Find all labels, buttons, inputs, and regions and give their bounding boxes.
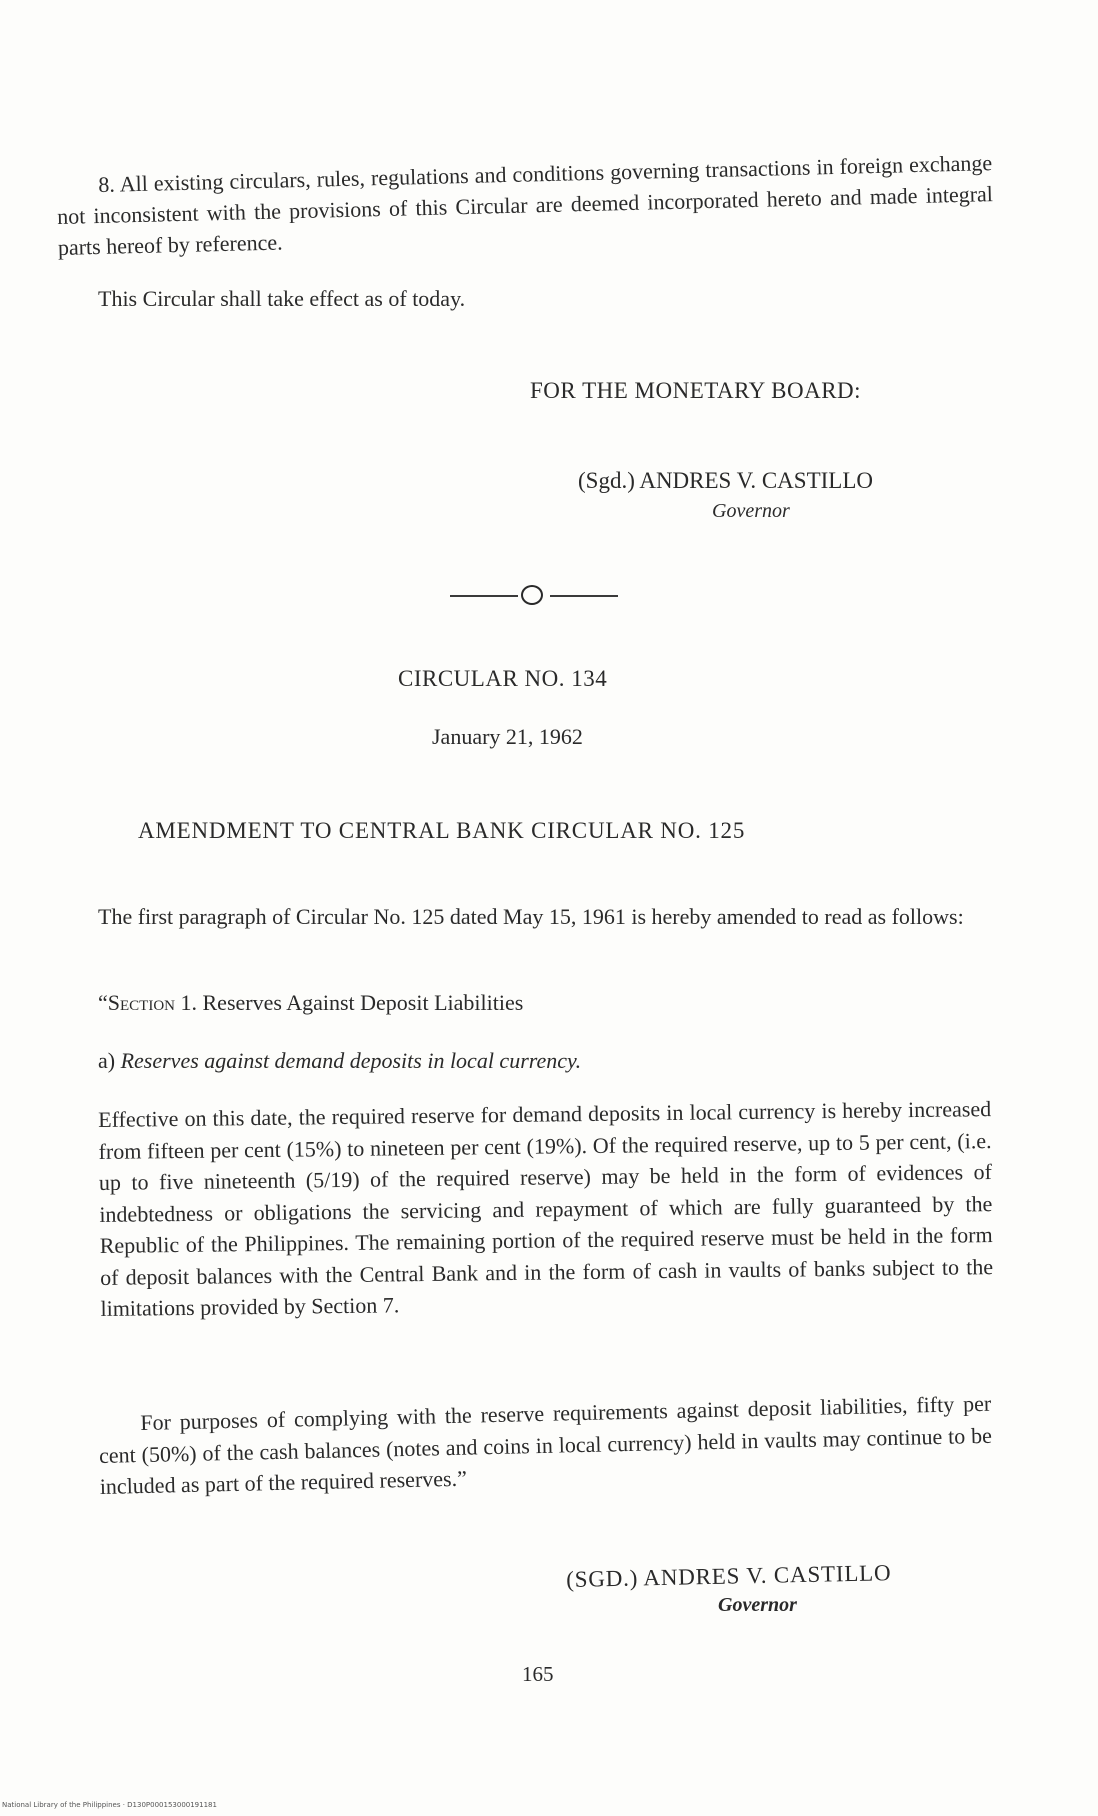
section-heading-label: Section (107, 990, 175, 1015)
purposes-paragraph: For purposes of complying with the reserve requirements against deposit liabilities, fifty per cent (50%) of the cash balances (notes and coins in local currency) held in vaults may continue to be included as part of the required reserves.” (98, 1390, 993, 1499)
subsection-a-title: Reserves against demand deposits in local currency. (120, 1048, 582, 1073)
signature-2-name: (SGD.) ANDRES V. CASTILLO (566, 1560, 892, 1592)
section-8-paragraph: 8. All existing circulars, rules, regulations and conditions governing transactions in foreign exchange not inconsistent with the provisions of this Circular are deemed incorporated hereto and made integral parts hereof by reference. (56, 150, 994, 260)
signature-1-title: Governor (712, 500, 790, 522)
section-heading-quote: “ (98, 990, 108, 1015)
page-number: 165 (522, 1662, 554, 1686)
circular-date: January 21, 1962 (432, 724, 583, 749)
subsection-a-heading (98, 1048, 581, 1074)
divider-circle-ornament (521, 585, 543, 605)
reserve-requirement-paragraph: Effective on this date, the required reserve for demand deposits in local currency is hereby increased from fifteen per cent (15%) to nineteen per cent (19%). Of the required reserve, up to 5 per cent, (i.e. up to five nineteenth (5/19) of the required reserve) may be held in the form of evidences of indebtedness or obligations the servicing and repayment of which are fully guaranteed by the Republic of the Philippines. The remaining portion of the required reserve must be held in the form of deposit balances with the Central Bank and in the form of cash in vaults of banks subject to the limitations provided by Section 7. (98, 1096, 994, 1321)
scan-footer-note: National Library of the Philippines · D130P000153000191181 (2, 1801, 217, 1809)
signature-1-name: (Sgd.) ANDRES V. CASTILLO (578, 468, 873, 493)
divider-rule-right (550, 595, 618, 597)
effect-statement: This Circular shall take effect as of today. (98, 286, 466, 311)
section-heading (98, 990, 523, 1016)
intro-paragraph: The first paragraph of Circular No. 125 dated May 15, 1961 is hereby amended to read as follows: (98, 904, 964, 929)
signature-2-title: Governor (718, 1594, 797, 1616)
subsection-a-label: a) (98, 1048, 121, 1073)
section-divider (450, 582, 618, 610)
divider-rule-left (450, 595, 518, 597)
circular-heading: AMENDMENT TO CENTRAL BANK CIRCULAR NO. 125 (138, 818, 746, 843)
monetary-board-label: FOR THE MONETARY BOARD: (530, 378, 862, 403)
circular-number: CIRCULAR NO. 134 (398, 666, 608, 691)
section-heading-text: 1. Reserves Against Deposit Liabilities (175, 990, 524, 1015)
